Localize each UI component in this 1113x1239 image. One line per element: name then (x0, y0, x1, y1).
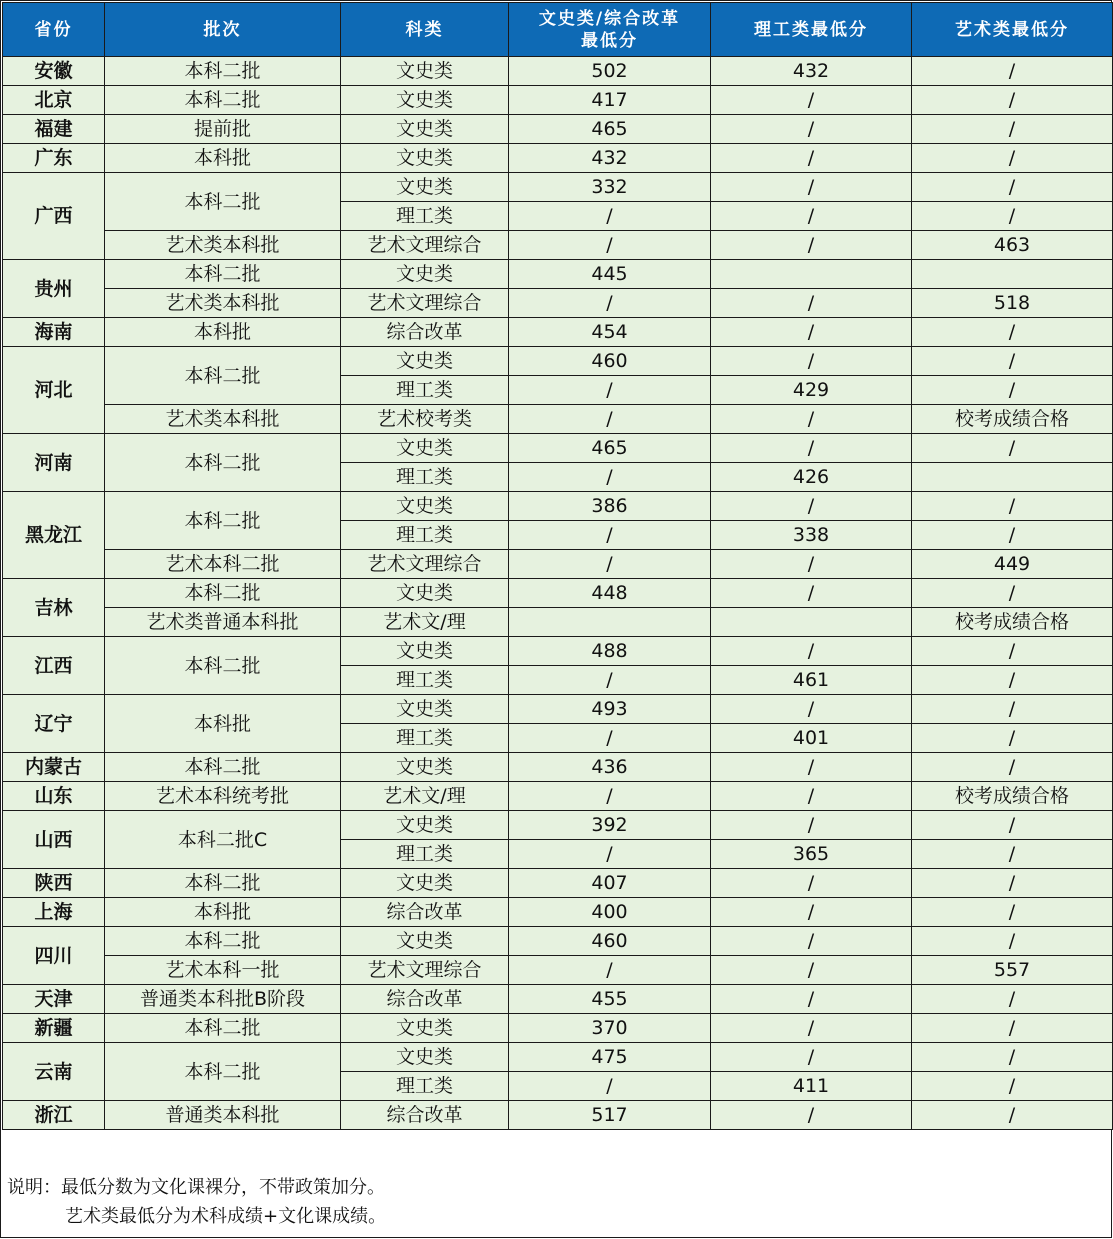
batch-cell: 本科批 (105, 318, 341, 347)
category-cell: 文史类 (341, 347, 509, 376)
batch-cell: 艺术类普通本科批 (105, 608, 341, 637)
wenshi-score-cell: 417 (509, 86, 711, 115)
table-row (3, 985, 1113, 1014)
art-score-cell: / (912, 811, 1113, 840)
ligong-score-cell: / (711, 898, 912, 927)
wenshi-score-cell: / (509, 405, 711, 434)
wenshi-score-cell: 502 (509, 57, 711, 86)
province-cell: 陕西 (3, 869, 105, 898)
wenshi-score-cell: / (509, 521, 711, 550)
wenshi-score-cell: 432 (509, 144, 711, 173)
province-cell: 吉林 (3, 579, 105, 637)
province-cell: 四川 (3, 927, 105, 985)
art-score-cell (912, 463, 1113, 492)
batch-cell: 本科批 (105, 898, 341, 927)
ligong-score-cell: 365 (711, 840, 912, 869)
batch-cell: 本科二批 (105, 86, 341, 115)
category-cell: 文史类 (341, 579, 509, 608)
table-row (3, 927, 1113, 956)
ligong-score-cell: / (711, 173, 912, 202)
art-score-cell (912, 260, 1113, 289)
category-cell: 文史类 (341, 492, 509, 521)
wenshi-score-cell: 488 (509, 637, 711, 666)
wenshi-score-cell: 465 (509, 115, 711, 144)
ligong-score-cell: / (711, 956, 912, 985)
category-cell: 艺术文理综合 (341, 956, 509, 985)
batch-cell: 本科二批 (105, 1043, 341, 1101)
header-province: 省份 (3, 3, 105, 57)
ligong-score-cell: / (711, 492, 912, 521)
wenshi-score-cell: / (509, 840, 711, 869)
ligong-score-cell: / (711, 1043, 912, 1072)
wenshi-score-cell (509, 608, 711, 637)
ligong-score-cell: / (711, 318, 912, 347)
province-cell: 浙江 (3, 1101, 105, 1130)
ligong-score-cell: / (711, 144, 912, 173)
wenshi-score-cell: 517 (509, 1101, 711, 1130)
ligong-score-cell (711, 260, 912, 289)
category-cell: 文史类 (341, 260, 509, 289)
wenshi-score-cell: 436 (509, 753, 711, 782)
art-score-cell: / (912, 521, 1113, 550)
wenshi-score-cell: / (509, 376, 711, 405)
wenshi-score-cell: 392 (509, 811, 711, 840)
wenshi-score-cell: 454 (509, 318, 711, 347)
wenshi-score-cell: 475 (509, 1043, 711, 1072)
ligong-score-cell: / (711, 405, 912, 434)
batch-cell: 本科二批C (105, 811, 341, 869)
table-row (3, 434, 1113, 463)
art-score-cell: / (912, 115, 1113, 144)
batch-cell: 本科二批 (105, 579, 341, 608)
art-score-cell: / (912, 86, 1113, 115)
category-cell: 艺术文理综合 (341, 231, 509, 260)
province-cell: 广西 (3, 173, 105, 260)
ligong-score-cell: / (711, 753, 912, 782)
batch-cell: 本科二批 (105, 347, 341, 405)
category-cell: 文史类 (341, 869, 509, 898)
table-row (3, 57, 1113, 86)
ligong-score-cell: / (711, 289, 912, 318)
batch-cell: 提前批 (105, 115, 341, 144)
category-cell: 理工类 (341, 521, 509, 550)
ligong-score-cell: / (711, 347, 912, 376)
admission-score-table (2, 2, 1113, 1130)
province-cell: 北京 (3, 86, 105, 115)
ligong-score-cell: 338 (711, 521, 912, 550)
batch-cell: 艺术类本科批 (105, 289, 341, 318)
category-cell: 理工类 (341, 724, 509, 753)
category-cell: 艺术校考类 (341, 405, 509, 434)
wenshi-score-cell: 460 (509, 927, 711, 956)
table-row (3, 579, 1113, 608)
batch-cell: 普通类本科批 (105, 1101, 341, 1130)
art-score-cell: 449 (912, 550, 1113, 579)
art-score-cell: / (912, 985, 1113, 1014)
wenshi-score-cell: 332 (509, 173, 711, 202)
province-cell: 内蒙古 (3, 753, 105, 782)
category-cell: 理工类 (341, 376, 509, 405)
wenshi-score-cell: / (509, 289, 711, 318)
wenshi-score-cell: / (509, 231, 711, 260)
table-row (3, 1043, 1113, 1072)
batch-cell: 本科二批 (105, 57, 341, 86)
art-score-cell: / (912, 898, 1113, 927)
art-score-cell: / (912, 753, 1113, 782)
wenshi-score-cell: 465 (509, 434, 711, 463)
category-cell: 理工类 (341, 463, 509, 492)
province-cell: 天津 (3, 985, 105, 1014)
wenshi-score-cell: / (509, 550, 711, 579)
category-cell: 文史类 (341, 144, 509, 173)
batch-cell: 普通类本科批B阶段 (105, 985, 341, 1014)
ligong-score-cell (711, 608, 912, 637)
wenshi-score-cell: 445 (509, 260, 711, 289)
ligong-score-cell: 429 (711, 376, 912, 405)
table-row (3, 260, 1113, 289)
province-cell: 福建 (3, 115, 105, 144)
ligong-score-cell: / (711, 869, 912, 898)
art-score-cell: 校考成绩合格 (912, 405, 1113, 434)
category-cell: 文史类 (341, 57, 509, 86)
table-row (3, 173, 1113, 202)
table-row (3, 550, 1113, 579)
category-cell: 文史类 (341, 86, 509, 115)
table-row (3, 318, 1113, 347)
category-cell: 文史类 (341, 753, 509, 782)
batch-cell: 本科二批 (105, 492, 341, 550)
table-row (3, 405, 1113, 434)
category-cell: 文史类 (341, 173, 509, 202)
province-cell: 海南 (3, 318, 105, 347)
art-score-cell: 校考成绩合格 (912, 782, 1113, 811)
province-cell: 河北 (3, 347, 105, 434)
art-score-cell: / (912, 1101, 1113, 1130)
table-row (3, 811, 1113, 840)
batch-cell: 本科二批 (105, 260, 341, 289)
wenshi-score-cell: / (509, 463, 711, 492)
wenshi-score-cell: / (509, 666, 711, 695)
table-row (3, 231, 1113, 260)
art-score-cell: / (912, 376, 1113, 405)
wenshi-score-cell: 493 (509, 695, 711, 724)
header-wenshi (509, 3, 711, 57)
ligong-score-cell: / (711, 695, 912, 724)
wenshi-score-cell: 386 (509, 492, 711, 521)
art-score-cell: / (912, 869, 1113, 898)
ligong-score-cell: / (711, 1014, 912, 1043)
batch-cell: 本科二批 (105, 927, 341, 956)
province-cell: 上海 (3, 898, 105, 927)
art-score-cell: / (912, 347, 1113, 376)
category-cell: 理工类 (341, 666, 509, 695)
batch-cell: 艺术类本科批 (105, 231, 341, 260)
table-row (3, 115, 1113, 144)
category-cell: 艺术文/理 (341, 782, 509, 811)
table-row (3, 956, 1113, 985)
art-score-cell: / (912, 1014, 1113, 1043)
province-cell: 安徽 (3, 57, 105, 86)
art-score-cell: / (912, 173, 1113, 202)
category-cell: 理工类 (341, 840, 509, 869)
art-score-cell: / (912, 579, 1113, 608)
art-score-cell: / (912, 57, 1113, 86)
table-row (3, 782, 1113, 811)
category-cell: 文史类 (341, 695, 509, 724)
art-score-cell: / (912, 144, 1113, 173)
category-cell: 综合改革 (341, 318, 509, 347)
category-cell: 文史类 (341, 927, 509, 956)
table-row (3, 347, 1113, 376)
table-row (3, 144, 1113, 173)
table-row (3, 608, 1113, 637)
art-score-cell: / (912, 1043, 1113, 1072)
ligong-score-cell: / (711, 782, 912, 811)
wenshi-score-cell: 455 (509, 985, 711, 1014)
ligong-score-cell: / (711, 811, 912, 840)
category-cell: 综合改革 (341, 1101, 509, 1130)
wenshi-score-cell: / (509, 956, 711, 985)
batch-cell: 本科批 (105, 144, 341, 173)
batch-cell: 艺术本科一批 (105, 956, 341, 985)
batch-cell: 艺术类本科批 (105, 405, 341, 434)
province-cell: 广东 (3, 144, 105, 173)
ligong-score-cell: / (711, 202, 912, 231)
wenshi-score-cell: 370 (509, 1014, 711, 1043)
art-score-cell: / (912, 840, 1113, 869)
ligong-score-cell: 461 (711, 666, 912, 695)
art-score-cell: / (912, 434, 1113, 463)
category-cell: 理工类 (341, 202, 509, 231)
province-cell: 辽宁 (3, 695, 105, 753)
category-cell: 文史类 (341, 811, 509, 840)
category-cell: 艺术文理综合 (341, 550, 509, 579)
wenshi-score-cell: 407 (509, 869, 711, 898)
category-cell: 综合改革 (341, 985, 509, 1014)
art-score-cell: 463 (912, 231, 1113, 260)
ligong-score-cell: / (711, 231, 912, 260)
ligong-score-cell: / (711, 86, 912, 115)
batch-cell: 本科二批 (105, 753, 341, 782)
table-row (3, 869, 1113, 898)
batch-cell: 本科二批 (105, 869, 341, 898)
ligong-score-cell: / (711, 1101, 912, 1130)
ligong-score-cell: / (711, 434, 912, 463)
header-batch: 批次 (105, 3, 341, 57)
table-row (3, 898, 1113, 927)
wenshi-score-cell: / (509, 1072, 711, 1101)
batch-cell: 本科二批 (105, 637, 341, 695)
province-cell: 黑龙江 (3, 492, 105, 579)
province-cell: 山西 (3, 811, 105, 869)
category-cell: 理工类 (341, 1072, 509, 1101)
art-score-cell: / (912, 1072, 1113, 1101)
art-score-cell: 校考成绩合格 (912, 608, 1113, 637)
province-cell: 贵州 (3, 260, 105, 318)
ligong-score-cell: / (711, 927, 912, 956)
table-row (3, 753, 1113, 782)
category-cell: 文史类 (341, 637, 509, 666)
category-cell: 文史类 (341, 1043, 509, 1072)
ligong-score-cell: / (711, 579, 912, 608)
category-cell: 艺术文/理 (341, 608, 509, 637)
wenshi-score-cell: / (509, 202, 711, 231)
header-wenshi-line2: 最低分 (581, 30, 638, 51)
ligong-score-cell: / (711, 985, 912, 1014)
wenshi-score-cell: 460 (509, 347, 711, 376)
ligong-score-cell: 401 (711, 724, 912, 753)
notes (7, 1173, 386, 1231)
wenshi-score-cell: / (509, 724, 711, 753)
header-row (3, 3, 1113, 57)
wenshi-score-cell: 448 (509, 579, 711, 608)
province-cell: 山东 (3, 782, 105, 811)
table-row (3, 1101, 1113, 1130)
ligong-score-cell: 432 (711, 57, 912, 86)
province-cell: 新疆 (3, 1014, 105, 1043)
ligong-score-cell: / (711, 115, 912, 144)
header-wenshi-line1: 文史类/综合改革 (538, 8, 681, 29)
art-score-cell: / (912, 492, 1113, 521)
batch-cell: 艺术本科统考批 (105, 782, 341, 811)
header-ligong: 理工类最低分 (711, 3, 912, 57)
art-score-cell: / (912, 666, 1113, 695)
ligong-score-cell: / (711, 550, 912, 579)
table-body (3, 57, 1113, 1130)
batch-cell: 本科批 (105, 695, 341, 753)
batch-cell: 本科二批 (105, 434, 341, 492)
table-row (3, 492, 1113, 521)
province-cell: 江西 (3, 637, 105, 695)
batch-cell: 本科二批 (105, 1014, 341, 1043)
ligong-score-cell: 411 (711, 1072, 912, 1101)
art-score-cell: / (912, 318, 1113, 347)
province-cell: 河南 (3, 434, 105, 492)
art-score-cell: 518 (912, 289, 1113, 318)
art-score-cell: 557 (912, 956, 1113, 985)
ligong-score-cell: / (711, 637, 912, 666)
header-category: 科类 (341, 3, 509, 57)
note-line-2: 艺术类最低分为术科成绩+文化课成绩。 (65, 1206, 387, 1227)
table-row (3, 289, 1113, 318)
art-score-cell: / (912, 695, 1113, 724)
category-cell: 艺术文理综合 (341, 289, 509, 318)
table-row (3, 637, 1113, 666)
table-row (3, 86, 1113, 115)
batch-cell: 本科二批 (105, 173, 341, 231)
category-cell: 文史类 (341, 115, 509, 144)
note-line-1: 说明：最低分数为文化课裸分，不带政策加分。 (7, 1177, 385, 1198)
category-cell: 文史类 (341, 434, 509, 463)
province-cell: 云南 (3, 1043, 105, 1101)
art-score-cell: / (912, 637, 1113, 666)
table-row (3, 1014, 1113, 1043)
art-score-cell: / (912, 927, 1113, 956)
wenshi-score-cell: 400 (509, 898, 711, 927)
table-row (3, 695, 1113, 724)
art-score-cell: / (912, 724, 1113, 753)
batch-cell: 艺术本科二批 (105, 550, 341, 579)
header-art: 艺术类最低分 (912, 3, 1113, 57)
category-cell: 文史类 (341, 1014, 509, 1043)
wenshi-score-cell: / (509, 782, 711, 811)
ligong-score-cell: 426 (711, 463, 912, 492)
category-cell: 综合改革 (341, 898, 509, 927)
art-score-cell: / (912, 202, 1113, 231)
